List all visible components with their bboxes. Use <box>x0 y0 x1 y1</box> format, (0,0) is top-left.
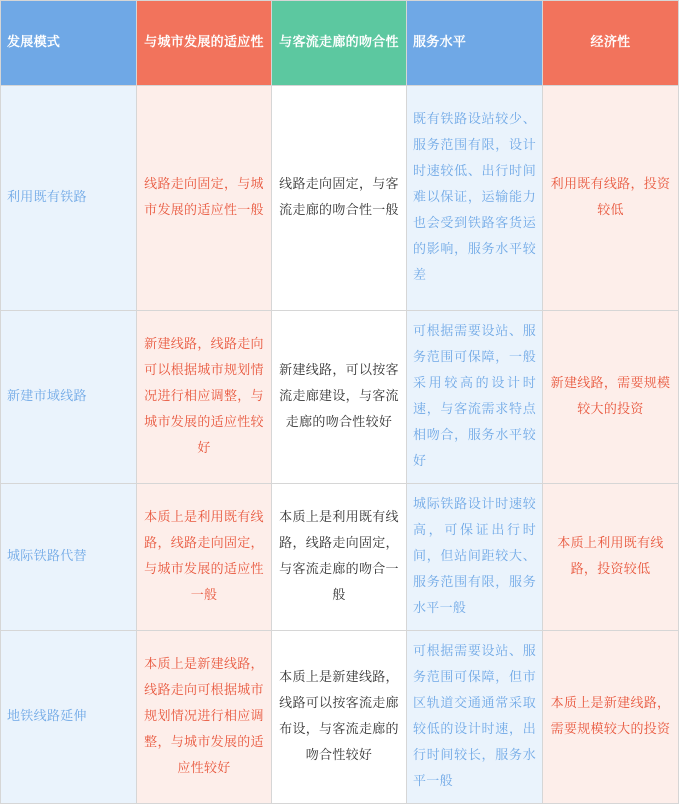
cell-mode: 利用既有铁路 <box>1 86 137 311</box>
header-economy: 经济性 <box>543 1 679 86</box>
header-service-level: 服务水平 <box>407 1 543 86</box>
table-row <box>1 86 679 311</box>
table-row <box>1 484 679 631</box>
cell-service: 可根据需要设站、服务范围可保障，但市区轨道交通通常采取较低的设计时速，出行时间较长，服务水平一般 <box>407 631 543 804</box>
table-row <box>1 311 679 484</box>
cell-mode: 地铁线路延伸 <box>1 631 137 804</box>
cell-corridor: 线路走向固定，与客流走廊的吻合性一般 <box>272 86 407 311</box>
cell-economy: 本质上利用既有线路，投资较低 <box>543 484 679 631</box>
header-development-mode: 发展模式 <box>1 1 137 86</box>
header-city-adaptability: 与城市发展的适应性 <box>137 1 272 86</box>
cell-service: 既有铁路设站较少、服务范围有限，设计时速较低、出行时间难以保证，运输能力也会受到铁路客货运的影响，服务水平较差 <box>407 86 543 311</box>
cell-adaptability: 本质上是利用既有线路，线路走向固定，与城市发展的适应性一般 <box>137 484 272 631</box>
table-row <box>1 631 679 804</box>
cell-corridor: 新建线路，可以按客流走廊建设，与客流走廊的吻合性较好 <box>272 311 407 484</box>
cell-economy: 本质上是新建线路，需要规模较大的投资 <box>543 631 679 804</box>
cell-mode: 城际铁路代替 <box>1 484 137 631</box>
cell-adaptability: 新建线路，线路走向可以根据城市规划情况进行相应调整，与城市发展的适应性较好 <box>137 311 272 484</box>
cell-mode: 新建市域线路 <box>1 311 137 484</box>
header-row <box>1 1 679 86</box>
cell-corridor: 本质上是利用既有线路，线路走向固定，与客流走廊的吻合一般 <box>272 484 407 631</box>
cell-corridor: 本质上是新建线路，线路可以按客流走廊布设，与客流走廊的吻合性较好 <box>272 631 407 804</box>
header-corridor-fit: 与客流走廊的吻合性 <box>272 1 407 86</box>
cell-economy: 利用既有线路，投资较低 <box>543 86 679 311</box>
cell-adaptability: 线路走向固定，与城市发展的适应性一般 <box>137 86 272 311</box>
cell-service: 城际铁路设计时速较高，可保证出行时间，但站间距较大、服务范围有限，服务水平一般 <box>407 484 543 631</box>
cell-service: 可根据需要设站、服务范围可保障，一般采用较高的设计时速，与客流需求特点相吻合，服务水平较好 <box>407 311 543 484</box>
cell-economy: 新建线路，需要规模较大的投资 <box>543 311 679 484</box>
cell-adaptability: 本质上是新建线路，线路走向可根据城市规划情况进行相应调整，与城市发展的适应性较好 <box>137 631 272 804</box>
